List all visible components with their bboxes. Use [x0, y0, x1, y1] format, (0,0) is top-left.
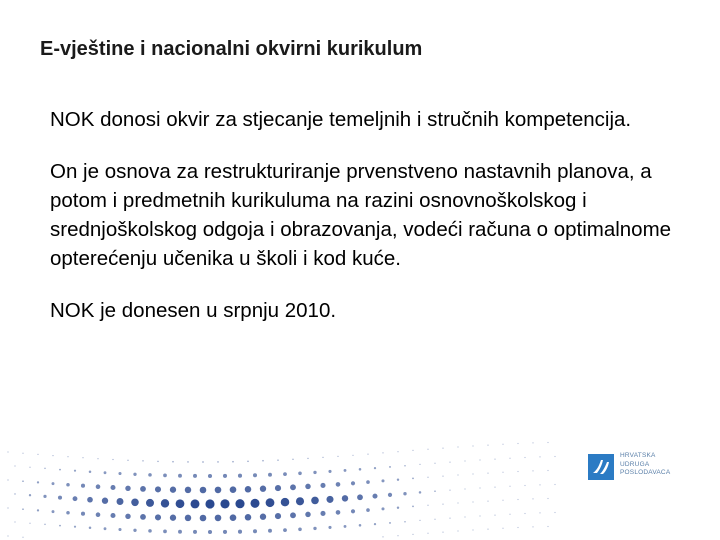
- decorative-dot: [517, 471, 518, 472]
- decorative-dot: [442, 504, 443, 505]
- decorative-dot: [22, 537, 23, 538]
- decorative-dot: [117, 498, 124, 505]
- decorative-dot: [479, 459, 480, 460]
- decorative-dot: [22, 480, 24, 482]
- decorative-dot: [7, 451, 8, 452]
- decorative-dot: [366, 508, 370, 512]
- decorative-dot: [205, 499, 214, 508]
- paragraph-nok-date: NOK je donesen u srpnju 2010.: [50, 299, 337, 322]
- decorative-dot: [412, 534, 413, 535]
- decorative-dot: [322, 457, 323, 458]
- decorative-dot: [509, 486, 510, 487]
- decorative-dot: [133, 529, 136, 532]
- decorative-dot: [517, 527, 518, 528]
- decorative-dot: [517, 443, 518, 444]
- hup-logo-icon: [588, 454, 614, 480]
- decorative-dot: [14, 521, 15, 522]
- decorative-dot: [133, 473, 136, 476]
- decorative-dot: [532, 498, 533, 499]
- decorative-dot: [104, 471, 107, 474]
- decorative-dot: [532, 470, 533, 471]
- decorative-dot: [118, 528, 121, 531]
- decorative-dot: [208, 474, 212, 478]
- decorative-dot: [457, 502, 458, 503]
- decorative-dot: [185, 515, 192, 522]
- logo-line-1: HRVATSKA: [620, 452, 656, 459]
- decorative-dot: [140, 486, 146, 492]
- decorative-dot: [155, 486, 161, 492]
- decorative-dot: [442, 476, 443, 477]
- decorative-dot: [268, 529, 272, 533]
- decorative-dot: [29, 494, 31, 496]
- decorative-dot: [404, 521, 406, 523]
- decorative-dot: [449, 462, 450, 463]
- decorative-dot: [487, 501, 488, 502]
- decorative-dot: [404, 465, 406, 467]
- decorative-dot: [155, 514, 161, 520]
- decorative-dot: [185, 487, 192, 494]
- decorative-dot: [59, 469, 61, 471]
- decorative-dot: [37, 454, 38, 455]
- decorative-dot: [220, 499, 229, 508]
- decorative-dot: [161, 499, 169, 507]
- decorative-dot: [7, 535, 8, 536]
- decorative-dot: [494, 487, 495, 488]
- decorative-dot: [22, 453, 23, 454]
- decorative-dot: [170, 487, 176, 493]
- decorative-dot: [232, 461, 234, 463]
- decorative-dot: [320, 511, 325, 516]
- decorative-dot: [397, 451, 398, 452]
- decorative-dot: [532, 442, 533, 443]
- decorative-dot: [464, 460, 465, 461]
- decorative-dot: [262, 460, 264, 462]
- decorative-dot: [266, 498, 275, 507]
- decorative-dot: [200, 487, 207, 494]
- decorative-dot: [328, 526, 331, 529]
- decorative-dot: [539, 512, 540, 513]
- decorative-dot: [37, 481, 39, 483]
- paragraph-nok-basis: On je osnova za restrukturiranje prvenstveno nastavnih planova, a potom i predmetnih kurikuluma na razini osnovnoškolskog i srednjoškolskog odgoja i obrazovanja, vodeći računa o optimalnome opterećenju učenika u školi i kod kuće.: [50, 160, 672, 270]
- decorative-dot: [449, 518, 450, 519]
- decorative-dot: [73, 496, 78, 501]
- decorative-dot: [382, 452, 383, 453]
- decorative-dot: [52, 482, 55, 485]
- decorative-dot: [434, 490, 436, 492]
- decorative-dot: [472, 473, 473, 474]
- decorative-dot: [547, 526, 548, 527]
- decorative-dot: [260, 514, 266, 520]
- decorative-dot: [187, 461, 189, 463]
- decorative-dot: [43, 495, 46, 498]
- decorative-dot: [524, 457, 525, 458]
- decorative-dot: [472, 501, 473, 502]
- paragraph-nok-intro: NOK donosi okvir za stjecanje temeljnih i stručnih kompetencija.: [50, 108, 632, 131]
- decorative-dot: [313, 471, 316, 474]
- decorative-dot: [464, 488, 465, 489]
- hup-logo: [588, 452, 688, 484]
- decorative-dot: [52, 455, 53, 456]
- decorative-dot: [351, 481, 355, 485]
- decorative-dot: [7, 507, 8, 508]
- decorative-dot: [66, 511, 70, 515]
- decorative-dot: [87, 497, 93, 503]
- decorative-dot: [305, 484, 311, 490]
- decorative-dot: [202, 461, 204, 463]
- decorative-dot: [125, 514, 130, 519]
- decorative-dot: [367, 454, 368, 455]
- decorative-dot: [403, 492, 406, 495]
- decorative-dot: [487, 529, 488, 530]
- decorative-dot: [104, 527, 107, 530]
- decorative-dot: [472, 529, 473, 530]
- decorative-dot: [381, 479, 384, 482]
- decorative-dot: [412, 478, 414, 480]
- decorative-dot: [464, 516, 465, 517]
- decorative-dot: [547, 498, 548, 499]
- decorative-dot: [419, 520, 420, 521]
- decorative-dot: [479, 487, 480, 488]
- decorative-dot: [176, 499, 185, 508]
- decorative-dot: [140, 514, 146, 520]
- decorative-dot: [397, 506, 399, 508]
- decorative-dot: [326, 496, 333, 503]
- decorative-dot: [163, 474, 167, 478]
- decorative-dot: [245, 486, 252, 493]
- decorative-dot: [292, 459, 293, 460]
- decorative-dot: [502, 472, 503, 473]
- decorative-dot: [434, 463, 435, 464]
- decorative-dot: [230, 514, 237, 521]
- decorative-dot: [223, 530, 227, 534]
- decorative-dot: [89, 470, 92, 473]
- decorative-dot: [305, 512, 311, 518]
- decorative-dot: [366, 480, 370, 484]
- decorative-dot: [524, 485, 525, 486]
- decorative-dot: [66, 483, 70, 487]
- decorative-dot: [125, 486, 130, 491]
- decorative-dot: [449, 490, 450, 491]
- decorative-dot: [351, 509, 355, 513]
- decorative-dot: [96, 484, 101, 489]
- decorative-dot: [344, 469, 347, 472]
- logo-line-3: POSLODAVACA: [620, 469, 671, 476]
- decorative-dot: [419, 464, 420, 465]
- slide-title: E-vještine i nacionalni okvirni kurikulum: [40, 38, 423, 60]
- decorative-dot: [253, 529, 257, 533]
- decorative-dot: [457, 530, 458, 531]
- decorative-dot: [247, 460, 249, 462]
- decorative-dot: [320, 483, 325, 488]
- decorative-dot: [532, 526, 533, 527]
- decorative-dot: [298, 472, 302, 476]
- decorative-dot: [14, 493, 15, 494]
- decorative-dot: [547, 470, 548, 471]
- decorative-dot: [539, 456, 540, 457]
- decorative-dot: [357, 494, 363, 500]
- decorative-dot: [268, 473, 272, 477]
- decorative-dot: [502, 500, 503, 501]
- decorative-dot: [547, 442, 548, 443]
- decorative-dot: [359, 468, 362, 471]
- decorative-dot: [283, 528, 287, 532]
- decorative-dot: [397, 478, 399, 480]
- decorative-dot: [434, 519, 435, 520]
- decorative-dot: [296, 497, 304, 505]
- decorative-dot: [277, 459, 279, 461]
- decorative-dot: [37, 509, 39, 511]
- decorative-dot: [142, 460, 143, 461]
- decorative-dot: [382, 536, 383, 537]
- decorative-dot: [29, 523, 30, 524]
- decorative-dot: [479, 515, 480, 516]
- decorative-dot: [298, 528, 302, 532]
- decorative-dot: [97, 458, 98, 459]
- decorative-dot: [74, 470, 76, 472]
- decorative-dot: [457, 446, 458, 447]
- decorative-dot: [191, 499, 200, 508]
- decorative-dot: [52, 510, 55, 513]
- decorative-dot: [208, 530, 212, 534]
- decorative-dot: [157, 461, 159, 463]
- decorative-dot: [283, 472, 287, 476]
- decorative-dot: [217, 461, 219, 463]
- decorative-dot: [250, 499, 259, 508]
- decorative-dot: [59, 525, 61, 527]
- decorative-dot: [427, 505, 428, 506]
- decorative-dot: [102, 498, 108, 504]
- decorative-dot: [374, 467, 376, 469]
- decorative-dot: [487, 445, 488, 446]
- decorative-dot: [509, 458, 510, 459]
- decorative-dot: [146, 499, 154, 507]
- decorative-dot: [502, 444, 503, 445]
- decorative-dot: [215, 515, 222, 522]
- decorative-dot: [337, 456, 338, 457]
- decorative-dot: [472, 445, 473, 446]
- decorative-dot: [442, 448, 443, 449]
- decorative-dot: [275, 513, 281, 519]
- decorative-dot: [89, 526, 92, 529]
- decorative-dot: [215, 487, 222, 494]
- decorative-dot: [178, 474, 182, 478]
- decorative-dot: [554, 484, 555, 485]
- decorative-dot: [148, 529, 152, 533]
- decorative-dot: [344, 525, 347, 528]
- decorative-dot: [253, 473, 257, 477]
- slide-body: [50, 105, 690, 348]
- decorative-dot: [336, 510, 341, 515]
- decorative-dot: [74, 526, 76, 528]
- decorative-dot: [96, 512, 101, 517]
- decorative-dot: [44, 468, 45, 469]
- decorative-dot: [397, 535, 398, 536]
- decorative-dot: [313, 527, 316, 530]
- decorative-dot: [281, 498, 290, 507]
- decorative-dot: [328, 470, 331, 473]
- decorative-dot: [127, 460, 128, 461]
- decorative-dot: [200, 515, 207, 522]
- decorative-dot: [230, 486, 237, 493]
- decorative-dot: [58, 496, 62, 500]
- decorative-dot: [7, 479, 8, 480]
- decorative-dot: [524, 513, 525, 514]
- decorative-dot: [178, 530, 182, 534]
- decorative-dot: [419, 491, 422, 494]
- decorative-dot: [172, 461, 174, 463]
- decorative-dot: [554, 512, 555, 513]
- decorative-dot: [67, 456, 68, 457]
- decorative-dot: [427, 449, 428, 450]
- decorative-dot: [193, 530, 197, 534]
- decorative-dot: [412, 450, 413, 451]
- decorative-dot: [374, 523, 376, 525]
- decorative-dot: [388, 493, 392, 497]
- decorative-dot: [148, 473, 152, 477]
- decorative-dot: [412, 506, 414, 508]
- decorative-dot: [427, 477, 428, 478]
- logo-line-2: UDRUGA: [620, 460, 650, 468]
- decorative-dot: [14, 465, 15, 466]
- decorative-dot: [81, 512, 85, 516]
- decorative-dot: [487, 473, 488, 474]
- decorative-dot: [82, 457, 83, 458]
- decorative-dot: [502, 528, 503, 529]
- decorative-dot: [494, 459, 495, 460]
- decorative-dot: [110, 485, 115, 490]
- decorative-dot: [342, 495, 348, 501]
- decorative-dot: [539, 484, 540, 485]
- decorative-dot: [223, 474, 227, 478]
- decorative-dot: [517, 499, 518, 500]
- decorative-dot: [554, 456, 555, 457]
- decorative-dot: [22, 508, 24, 510]
- decorative-dot: [381, 507, 384, 510]
- decorative-dot: [163, 530, 167, 534]
- decorative-dot: [81, 484, 85, 488]
- decorative-dot: [110, 513, 115, 518]
- decorative-dot: [235, 499, 244, 508]
- decorative-dot: [307, 458, 308, 459]
- dot-halftone-decoration: [0, 438, 560, 540]
- decorative-dot: [352, 455, 353, 456]
- hup-logo-text: [620, 452, 670, 478]
- decorative-dot: [44, 524, 45, 525]
- decorative-dot: [29, 467, 30, 468]
- decorative-dot: [260, 486, 266, 492]
- decorative-dot: [372, 494, 377, 499]
- decorative-dot: [131, 499, 139, 507]
- decorative-dot: [427, 533, 428, 534]
- decorative-dot: [193, 474, 197, 478]
- decorative-dot: [290, 484, 296, 490]
- decorative-dot: [245, 514, 252, 521]
- decorative-dot: [238, 530, 242, 534]
- decorative-dot: [389, 522, 391, 524]
- decorative-dot: [389, 466, 391, 468]
- decorative-dot: [457, 474, 458, 475]
- decorative-dot: [118, 472, 121, 475]
- decorative-dot: [238, 474, 242, 478]
- decorative-dot: [290, 512, 296, 518]
- decorative-dot: [311, 497, 319, 505]
- decorative-dot: [336, 482, 341, 487]
- decorative-dot: [442, 532, 443, 533]
- decorative-dot: [275, 485, 281, 491]
- decorative-dot: [494, 515, 495, 516]
- decorative-dot: [509, 514, 510, 515]
- decorative-dot: [112, 459, 113, 460]
- decorative-dot: [359, 524, 362, 527]
- decorative-dot: [170, 515, 176, 521]
